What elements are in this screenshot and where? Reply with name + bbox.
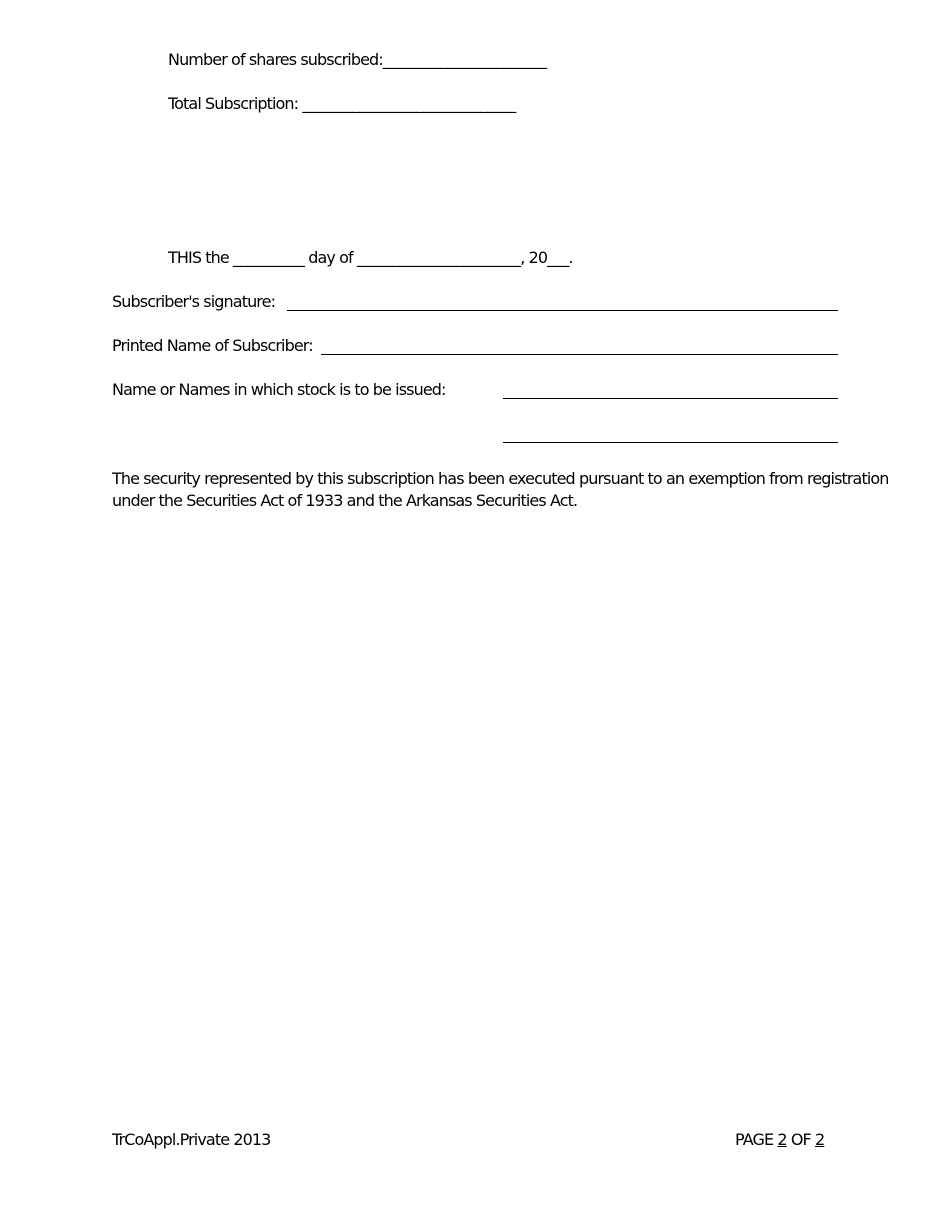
issue-names-label: Name or Names in which stock is to be issued: <box>112 380 446 399</box>
document-id: TrCoAppl.Private 2013 <box>112 1130 271 1149</box>
issue-names-line-2[interactable] <box>503 442 838 443</box>
page-prefix: PAGE <box>735 1130 778 1149</box>
total-subscription-field: Total Subscription: ______________________________ <box>168 94 516 113</box>
page-of: OF <box>786 1130 816 1149</box>
signature-label: Subscriber's signature: <box>112 292 276 311</box>
date-line: THIS the __________ day of _______________________, 20___. <box>168 248 573 267</box>
signature-line[interactable] <box>287 310 838 311</box>
page-number <box>735 1129 824 1151</box>
printed-name-line[interactable] <box>321 354 838 355</box>
page-total: 2 <box>815 1130 825 1149</box>
printed-name-label: Printed Name of Subscriber: <box>112 336 313 355</box>
shares-subscribed-field: Number of shares subscribed:_______________________ <box>168 50 547 69</box>
issue-names-line-1[interactable] <box>503 398 838 399</box>
page-current: 2 <box>777 1130 787 1149</box>
exemption-notice: The security represented by this subscription has been executed pursuant to an exemption from registration under the Securities Act of 1933 and the Arkansas Securities Act. <box>112 469 889 510</box>
